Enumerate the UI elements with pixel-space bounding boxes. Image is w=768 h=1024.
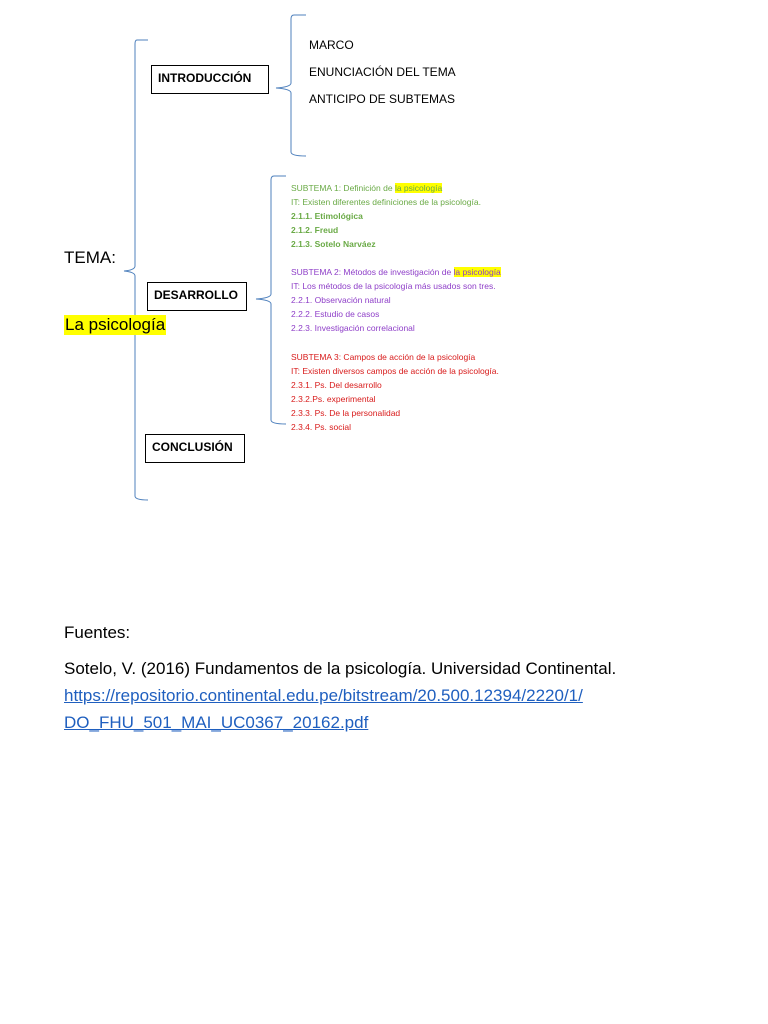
list-item: 2.1.3. Sotelo Narváez — [291, 239, 376, 250]
list-item: 2.2.1. Observación natural — [291, 295, 391, 306]
list-item: MARCO — [309, 38, 354, 52]
subtema1-block — [291, 181, 481, 251]
desarrollo-box — [147, 282, 247, 311]
subtema3-block — [291, 350, 499, 435]
reference-link[interactable] — [64, 682, 704, 736]
subtema3-title: SUBTEMA 3: Campos de acción de la psicología — [291, 352, 476, 362]
reference — [64, 655, 704, 736]
desarrollo-brace — [256, 176, 286, 424]
list-item: 2.3.4. Ps. social — [291, 422, 352, 433]
introduccion-label: INTRODUCCIÓN — [158, 71, 252, 85]
list-item: 2.1.1. Etimológica — [291, 211, 363, 222]
introduccion-list — [309, 36, 456, 117]
fuentes-heading: Fuentes: — [64, 623, 131, 642]
subtema2-title: SUBTEMA 2: Métodos de investigación de la psicología — [291, 267, 501, 277]
conclusion-box — [145, 434, 245, 463]
list-item: ENUNCIACIÓN DEL TEMA — [309, 65, 456, 79]
list-item: 2.1.2. Freud — [291, 225, 339, 236]
tema-value: La psicología — [65, 315, 166, 334]
list-item: 2.3.2.Ps. experimental — [291, 394, 376, 405]
tema-label: TEMA: — [64, 248, 116, 267]
desarrollo-label: DESARROLLO — [154, 288, 238, 302]
subtema2-block — [291, 265, 501, 335]
intro-brace — [276, 15, 306, 156]
list-item: 2.3.1. Ps. Del desarrollo — [291, 380, 382, 391]
reference-link-line2[interactable]: DO_FHU_501_MAI_UC0367_20162.pdf — [64, 713, 369, 732]
subtema2-it: IT: Los métodos de la psicología más usados son tres. — [291, 281, 496, 292]
reference-text: Sotelo, V. (2016) Fundamentos de la psicología. Universidad Continental. — [64, 659, 617, 678]
conclusion-label: CONCLUSIÓN — [152, 440, 233, 454]
subtema3-it: IT: Existen diversos campos de acción de la psicología. — [291, 366, 499, 377]
introduccion-box — [151, 65, 269, 94]
main-brace — [124, 40, 148, 500]
list-item: ANTICIPO DE SUBTEMAS — [309, 92, 456, 106]
list-item: 2.3.3. Ps. De la personalidad — [291, 408, 401, 419]
list-item: 2.2.2. Estudio de casos — [291, 309, 380, 320]
subtema1-title: SUBTEMA 1: Definición de la psicología — [291, 183, 443, 193]
reference-link-line1[interactable]: https://repositorio.continental.edu.pe/bitstream/20.500.12394/2220/1/ — [64, 686, 583, 705]
list-item: 2.2.3. Investigación correlacional — [291, 323, 415, 334]
subtema1-it: IT: Existen diferentes definiciones de la psicología. — [291, 197, 481, 208]
